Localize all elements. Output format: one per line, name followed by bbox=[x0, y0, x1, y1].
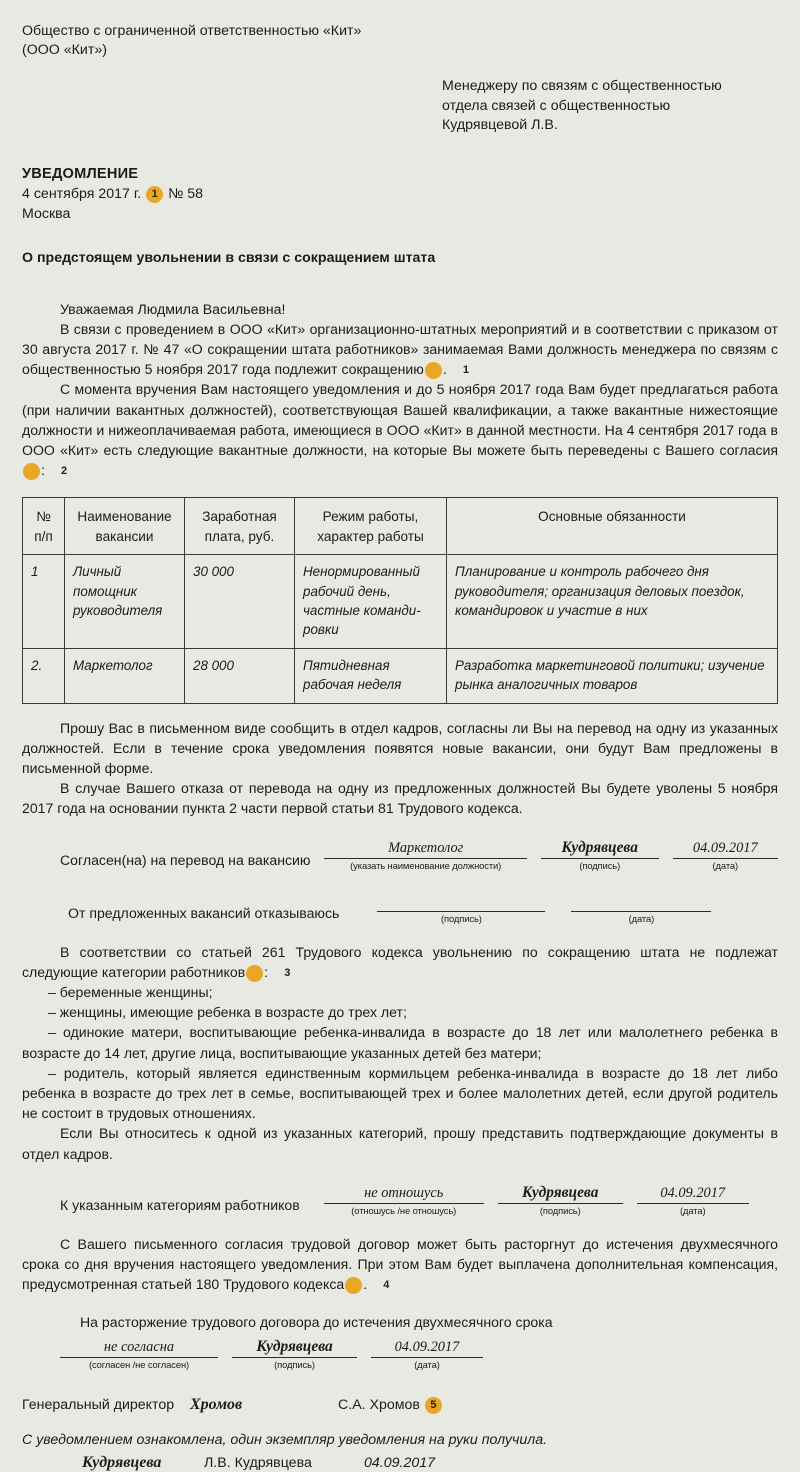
document-meta bbox=[22, 184, 778, 204]
col-header-number bbox=[23, 498, 65, 555]
annotation-badge-5: 5 bbox=[425, 1397, 442, 1414]
addressee-name: Кудрявцевой Л.В. bbox=[442, 117, 558, 133]
cell-work-mode: Пятидневная рабочая неделя bbox=[295, 648, 447, 703]
category-confirm-date-field[interactable] bbox=[637, 1185, 749, 1216]
paragraph-3: Прошу Вас в письменном виде сообщить в отдел кадров, согласны ли Вы на перевод на одну из указанных должностей. Если в течение срока уведомления появятся новые вакансии, они будут Вам предложены в письменной форме. bbox=[22, 719, 778, 776]
refusal-label: От предложенных вакансий отказываюсь bbox=[68, 904, 340, 921]
refusal-date-caption: (дата) bbox=[628, 912, 655, 924]
cell-salary: 30 000 bbox=[185, 555, 295, 649]
compensation-block bbox=[22, 1234, 778, 1295]
paragraph-1-text: В связи с проведением в ООО «Кит» организационно-штатных мероприятий и в соответствии с приказом от 30 августа 2017 г. № 47 «О сокращении штата работников» занимаемая Вами должность менеджера по связям с общественностью 5 ноября 2017 года подлежит сокращению bbox=[22, 320, 778, 378]
table-row bbox=[23, 555, 778, 649]
consent-position-field[interactable] bbox=[324, 840, 526, 871]
consent-position-caption: (указать наименование должности) bbox=[350, 859, 502, 871]
document-city: Москва bbox=[22, 205, 71, 222]
director-signature-block bbox=[22, 1396, 778, 1414]
category-confirm-signature-caption: (подпись) bbox=[539, 1204, 581, 1216]
paragraph-4: В случае Вашего отказа от перевода на одну из предложенных должностей Вы будете уволены 5 ноября 2017 года на основании пункта 2 части первой статьи 81 Трудового кодекса. bbox=[22, 780, 778, 817]
col-header-vacancy-name-l1: Наименование bbox=[77, 509, 172, 525]
consent-position-value[interactable]: Маркетолог bbox=[324, 840, 526, 859]
consent-transfer-label: Согласен(на) на перевод на вакансию bbox=[60, 851, 311, 868]
document-body bbox=[22, 299, 778, 481]
refusal-row bbox=[68, 893, 778, 924]
termination-signature-value[interactable]: Кудрявцева bbox=[232, 1338, 357, 1358]
col-header-vacancy-name-l2: вакансии bbox=[95, 528, 154, 544]
paragraph-1-tail: . bbox=[442, 361, 447, 378]
paragraph-5-text: В соответствии со статьей 261 Трудового кодекса увольнению по сокращению штата не подлежат следующие категории работников bbox=[22, 943, 778, 980]
category-confirm-label: К указанным категориям работников bbox=[60, 1196, 300, 1213]
termination-value-caption: (согласен /не согласен) bbox=[88, 1359, 190, 1371]
acknowledgement-date: 04.09.2017 bbox=[364, 1455, 436, 1472]
col-header-vacancy-name bbox=[65, 498, 185, 555]
cell-vacancy-name: Личный помощник руководителя bbox=[65, 555, 185, 649]
paragraph-7 bbox=[22, 1234, 778, 1295]
paragraph-5-tail: : bbox=[264, 963, 269, 980]
organization-short-name: (ООО «Кит») bbox=[22, 42, 107, 58]
document-date: 4 сентября 2017 г. bbox=[22, 185, 142, 202]
refusal-date-field[interactable] bbox=[571, 893, 711, 924]
organization-full-name: Общество с ограниченной ответственностью «Кит» bbox=[22, 23, 362, 39]
list-item: – одинокие матери, воспитывающие ребенка-инвалида в возрасте до 18 лет или малолетнего ребенка в возрасте до 14 лет, другие лица, воспитывающие указанных детей без матери; bbox=[22, 1024, 778, 1061]
consent-transfer-row bbox=[60, 839, 778, 871]
document-subject: О предстоящем увольнении в связи с сокращением штата bbox=[22, 249, 436, 266]
organization-header bbox=[22, 22, 778, 60]
category-confirm-signature-value[interactable]: Кудрявцева bbox=[498, 1184, 623, 1204]
list-item: – родитель, который является единственным кормильцем ребенка-инвалида в возрасте до 18 лет либо ребенка в возрасте до трех лет в семье, воспитывающей трех и более малолетних детей, если другой родитель не состоит в трудовых отношениях. bbox=[22, 1064, 778, 1122]
cell-number: 1 bbox=[23, 555, 65, 649]
acknowledgement-name: Л.В. Кудрявцева bbox=[204, 1455, 312, 1472]
director-signature: Хромов bbox=[190, 1396, 243, 1414]
col-header-salary bbox=[185, 498, 295, 555]
refusal-signature-value[interactable] bbox=[377, 893, 545, 912]
annotation-badge-2: 2 bbox=[23, 463, 40, 480]
col-header-duties: Основные обязанности bbox=[447, 498, 778, 555]
consent-signature-value[interactable]: Кудрявцева bbox=[541, 839, 659, 859]
paragraph-5 bbox=[22, 942, 778, 982]
paragraph-2-text: С момента вручения Вам настоящего уведомления и до 5 ноября 2017 года Вам будет предлагаться работа (при наличии вакантных должностей), соответствующая Вашей квалификации, а также вакантные нижестоящие должности и нижеоплачиваемая работа, имеющиеся в ООО «Кит» в данной местности. На 4 сентября 2017 года в ООО «Кит» есть следующие вакантные должности, на которые Вы можете быть переведены с Вашего согласия bbox=[22, 381, 778, 458]
annotation-badge-4: 4 bbox=[345, 1277, 362, 1294]
col-header-salary-l1: Заработная bbox=[202, 509, 277, 525]
col-header-salary-l2: плата, руб. bbox=[204, 528, 275, 544]
annotation-badge-3: 3 bbox=[246, 965, 263, 982]
termination-row bbox=[46, 1338, 778, 1370]
category-confirm-date-value[interactable]: 04.09.2017 bbox=[637, 1185, 749, 1204]
consent-signature-caption: (подпись) bbox=[579, 859, 621, 871]
termination-signature-caption: (подпись) bbox=[274, 1359, 315, 1371]
termination-date-value[interactable]: 04.09.2017 bbox=[371, 1339, 483, 1358]
list-item: – беременные женщины; bbox=[48, 984, 213, 1000]
addressee-block bbox=[442, 77, 778, 136]
acknowledgement-row bbox=[22, 1454, 778, 1472]
col-header-work-mode bbox=[295, 498, 447, 555]
category-confirm-signature-field[interactable] bbox=[498, 1184, 623, 1216]
cell-number: 2. bbox=[23, 648, 65, 703]
list-item: – женщины, имеющие ребенка в возрасте до трех лет; bbox=[48, 1004, 407, 1021]
consent-date-value[interactable]: 04.09.2017 bbox=[673, 840, 778, 859]
col-header-work-mode-l2: характер работы bbox=[317, 528, 424, 544]
vacancies-table bbox=[22, 497, 778, 703]
document-type-title: УВЕДОМЛЕНИЕ bbox=[22, 165, 139, 182]
category-confirm-value-caption: (отношусь /не отношусь) bbox=[351, 1204, 457, 1216]
acknowledgement-signature: Кудрявцева bbox=[82, 1454, 162, 1472]
addressee-department: отдела связей с общественностью bbox=[442, 97, 671, 114]
category-confirm-value[interactable]: не отношусь bbox=[324, 1185, 484, 1204]
protected-categories-block bbox=[22, 942, 778, 1164]
paragraph-2-tail: : bbox=[41, 462, 45, 479]
col-header-number-l2: п/п bbox=[34, 528, 53, 544]
category-confirm-value-field[interactable] bbox=[324, 1185, 484, 1216]
cell-salary: 28 000 bbox=[185, 648, 295, 703]
cell-work-mode: Ненормированный рабочий день, частные команди-ровки bbox=[295, 555, 447, 649]
paragraph-7-tail: . bbox=[363, 1276, 368, 1293]
addressee-position: Менеджеру по связям с общественностью bbox=[442, 78, 722, 94]
category-confirm-row bbox=[60, 1184, 778, 1216]
post-table-paragraphs bbox=[22, 718, 778, 819]
col-header-number-l1: № bbox=[36, 509, 51, 525]
table-row bbox=[23, 648, 778, 703]
cell-duties: Планирование и контроль рабочего дня руководителя; организация деловых поездок, командировок и участие в них bbox=[447, 555, 778, 649]
paragraph-1 bbox=[22, 319, 778, 380]
refusal-date-value[interactable] bbox=[571, 893, 711, 912]
category-confirm-date-caption: (дата) bbox=[679, 1204, 706, 1216]
refusal-signature-field[interactable] bbox=[377, 893, 545, 924]
paragraph-7-text: С Вашего письменного согласия трудовой договор может быть расторгнут до истечения двухмесячного срока со дня вручения настоящего уведомления. При этом Вам будет выплачена дополнительная компенсация, предусмотренная статьей 180 Трудового кодекса bbox=[22, 1235, 778, 1293]
director-name bbox=[338, 1397, 443, 1414]
consent-date-caption: (дата) bbox=[712, 859, 739, 871]
table-header-row bbox=[23, 498, 778, 555]
paragraph-6: Если Вы относитесь к одной из указанных категорий, прошу представить подтверждающие документы в отдел кадров. bbox=[22, 1125, 778, 1162]
director-title: Генеральный директор bbox=[22, 1397, 175, 1414]
salutation: Уважаемая Людмила Васильевна! bbox=[60, 300, 286, 317]
termination-value[interactable]: не согласна bbox=[60, 1339, 218, 1358]
termination-value-field[interactable] bbox=[60, 1339, 218, 1370]
consent-signature-field[interactable] bbox=[541, 839, 659, 871]
document-number: № 58 bbox=[168, 185, 204, 202]
consent-date-field[interactable] bbox=[673, 840, 778, 871]
paragraph-2 bbox=[22, 379, 778, 480]
annotation-badge-1b: 1 bbox=[425, 362, 442, 379]
director-name-text: С.А. Хромов bbox=[338, 1397, 420, 1414]
termination-label: На расторжение трудового договора до истечения двухмесячного срока bbox=[80, 1314, 553, 1331]
cell-vacancy-name: Маркетолог bbox=[65, 648, 185, 703]
annotation-badge-1: 1 bbox=[146, 186, 163, 203]
refusal-signature-caption: (подпись) bbox=[440, 912, 482, 924]
cell-duties: Разработка маркетинговой политики; изучение рынка аналогичных товаров bbox=[447, 648, 778, 703]
termination-date-field[interactable] bbox=[371, 1339, 483, 1370]
termination-signature-field[interactable] bbox=[232, 1338, 357, 1370]
acknowledgement-text: С уведомлением ознакомлена, один экземпляр уведомления на руки получила. bbox=[22, 1432, 548, 1449]
termination-date-caption: (дата) bbox=[414, 1359, 440, 1371]
col-header-work-mode-l1: Режим работы, bbox=[322, 509, 419, 525]
